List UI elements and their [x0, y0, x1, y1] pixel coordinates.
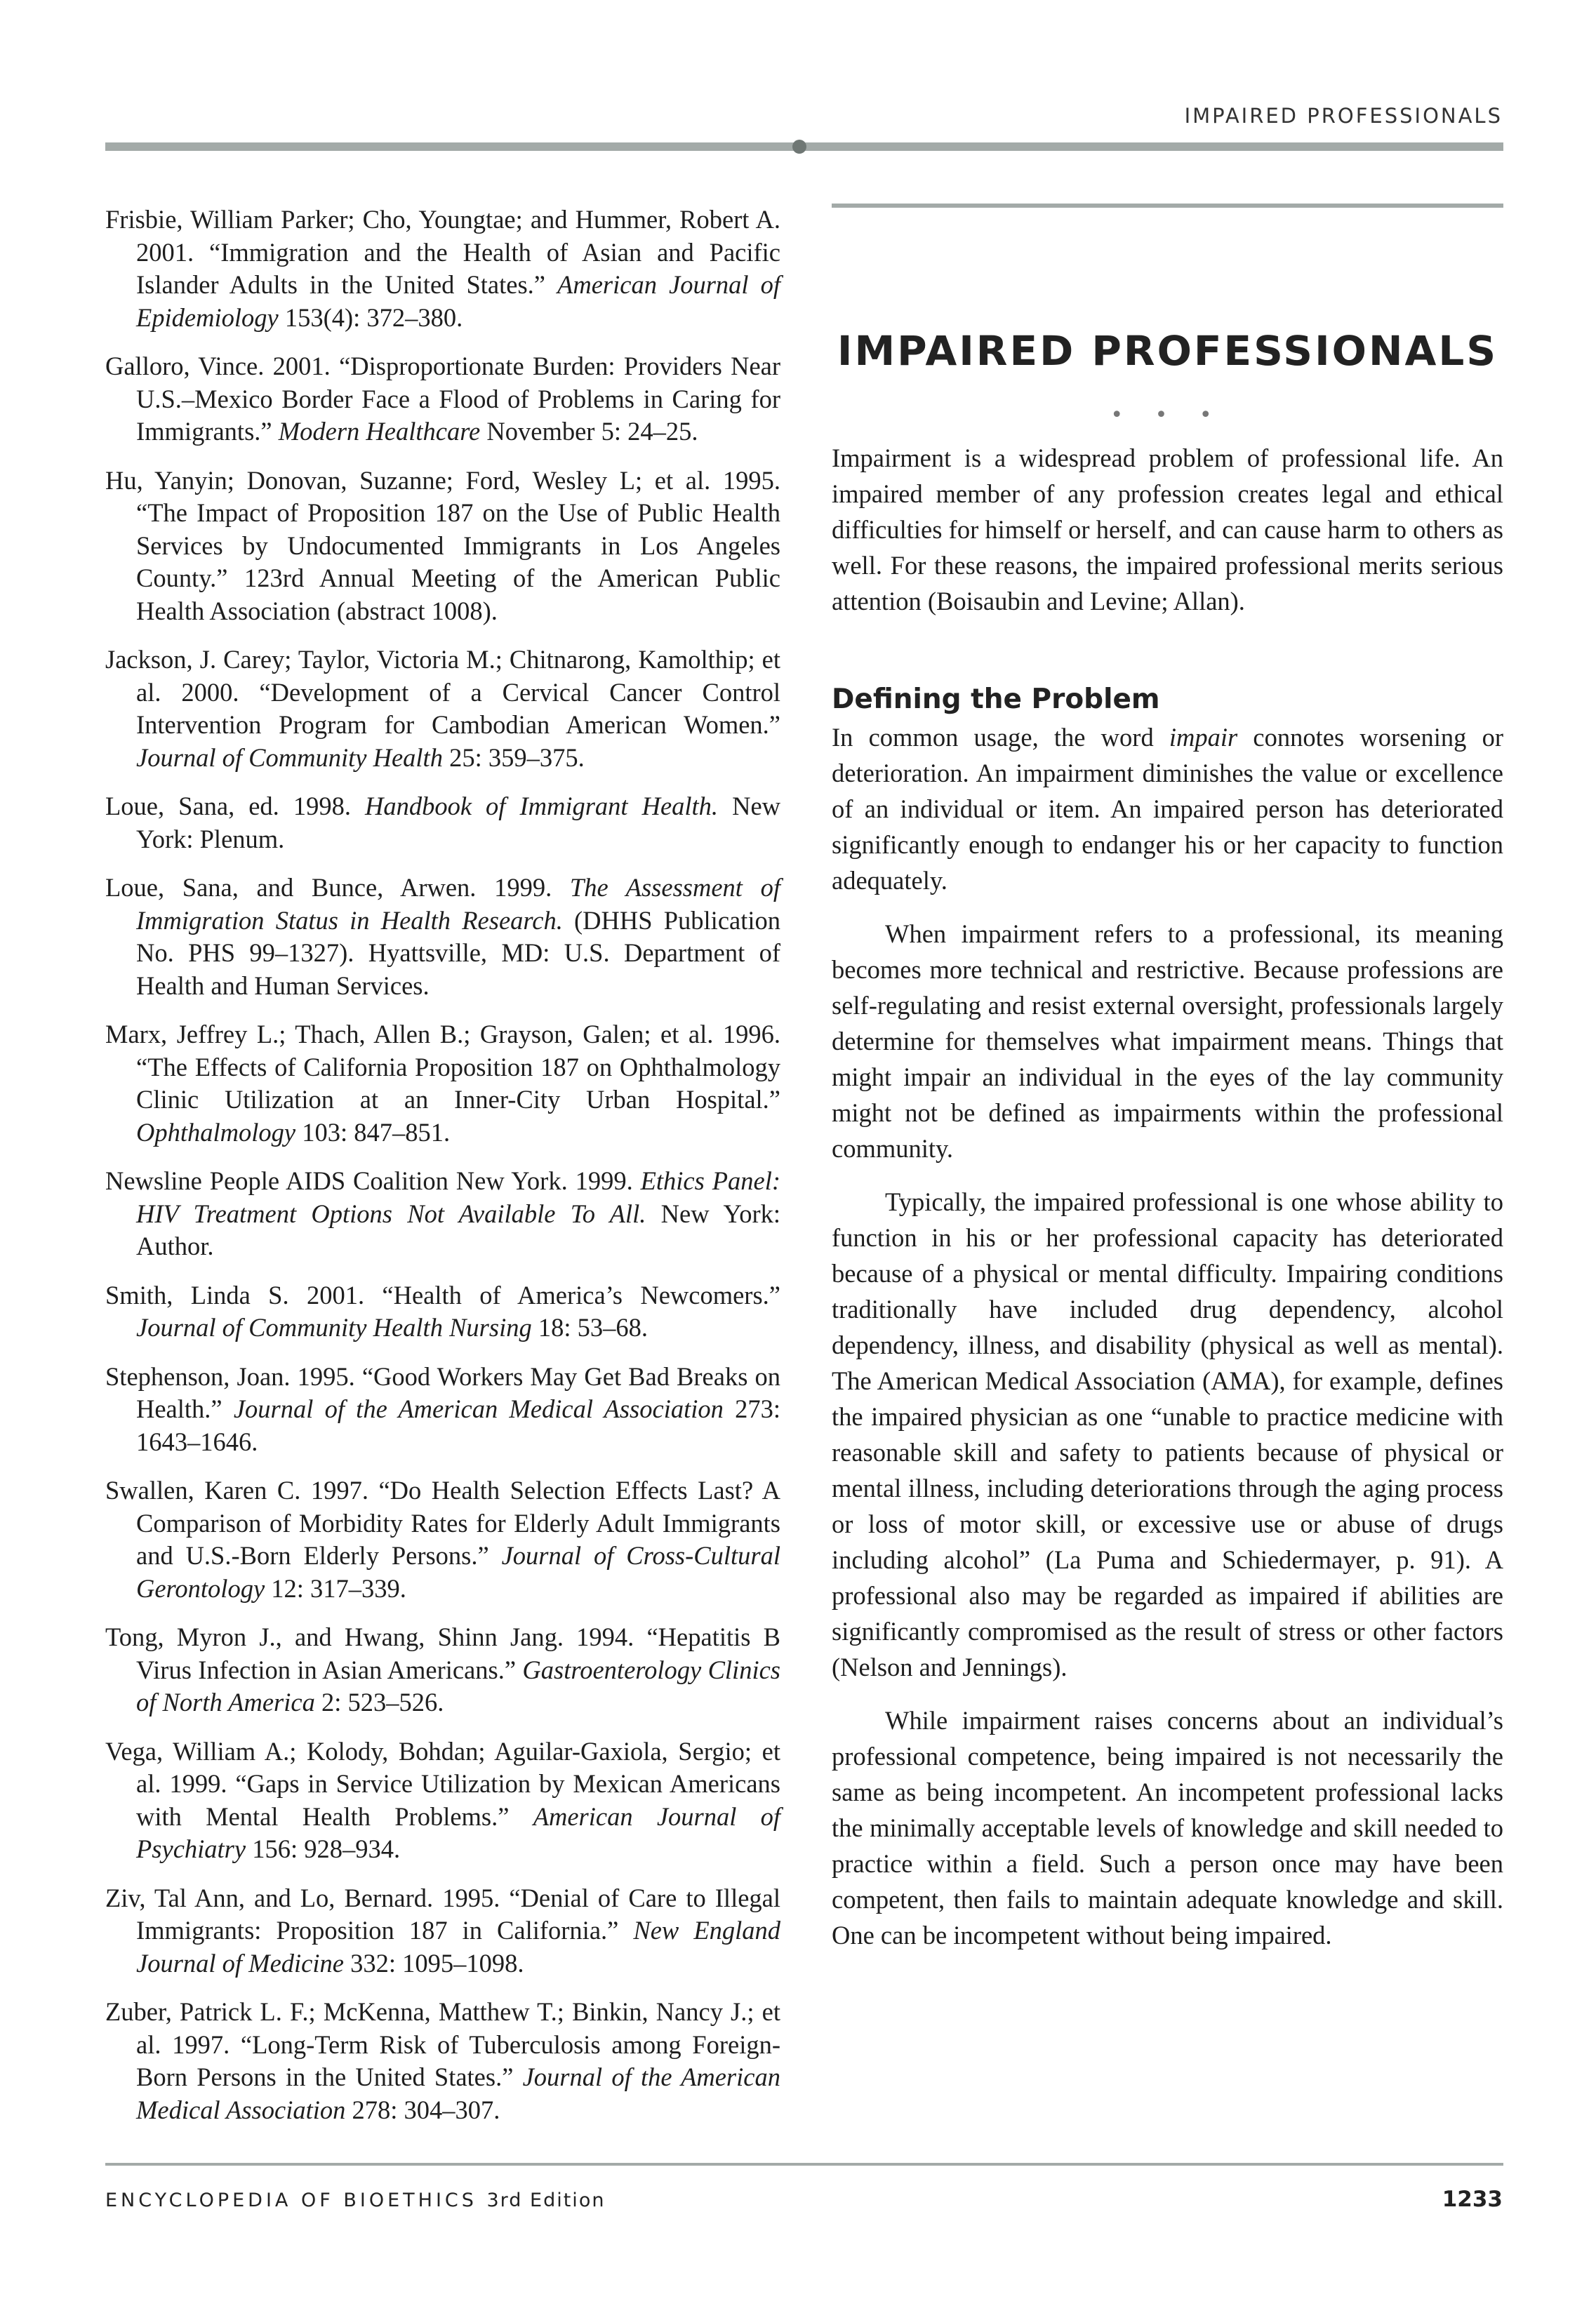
- body-paragraph: [832, 1184, 1503, 1685]
- page-number: 1233: [1442, 2187, 1503, 2212]
- reference-entry: [105, 872, 780, 1002]
- italic-text: Gastroenterology Clinics of North America: [136, 1655, 780, 1717]
- text-run: New York: Author.: [136, 1199, 780, 1260]
- text-run: 103: 847–851.: [295, 1117, 451, 1147]
- section-ornament: • • •: [1110, 403, 1225, 427]
- text-run: 18: 53–68.: [531, 1313, 648, 1342]
- italic-text: Handbook of Immigrant Health.: [364, 792, 719, 820]
- text-run: Newsline People AIDS Coalition New York. 1999.: [105, 1166, 641, 1195]
- italic-text: The Assessment of Immigration Status in Health Research.: [136, 873, 781, 935]
- body-paragraph: [832, 916, 1503, 1166]
- text-run: New York: Plenum.: [136, 792, 780, 853]
- text-run: November 5: 24–25.: [480, 417, 698, 446]
- text-run: 12: 317–339.: [265, 1573, 406, 1603]
- running-head: IMPAIRED PROFESSIONALS: [1184, 104, 1503, 128]
- text-run: Smith, Linda S. 2001. “Health of America’s Newcomers.”: [105, 1280, 780, 1310]
- text-run: Zuber, Patrick L. F.; McKenna, Matthew T.; Binkin, Nancy J.; et al. 1997. “Long-Term Risk of Tuberculosis among Foreign-Born Persons in the United States.”: [105, 1997, 780, 2091]
- italic-text: Journal of Community Health Nursing: [136, 1313, 532, 1342]
- text-run: Galloro, Vince. 2001. “Disproportionate Burden: Providers Near U.S.–Mexico Border Face a Flood of Problems in Caring for Immigrants.”: [105, 352, 780, 446]
- text-run: Frisbie, William Parker; Cho, Youngtae; and Hummer, Robert A. 2001. “Immigration and the Health of Asian and Pacific Islander Adults in the United States.”: [105, 205, 780, 299]
- article-top-rule: [832, 204, 1503, 208]
- article-title: IMPAIRED PROFESSIONALS: [837, 327, 1498, 375]
- intro-paragraph: Impairment is a widespread problem of professional life. An impaired member of any profession creates legal and ethical difficulties for himself or herself, and can cause harm to others as well. For these reasons, the impaired professional merits serious attention (Boisaubin and Levine; Allan).: [832, 444, 1503, 615]
- text-run: 273: 1643–1646.: [136, 1394, 780, 1456]
- footer-rule: [105, 2163, 1503, 2166]
- italic-text: Modern Healthcare: [278, 417, 481, 446]
- text-run: (DHHS Publication No. PHS 99–1327). Hyattsville, MD: U.S. Department of Health and Human Services.: [136, 905, 781, 1000]
- footer-book-title: [105, 2190, 605, 2211]
- text-run: When impairment refers to a professional, its meaning becomes more technical and restrictive. Because professions are self-regulating and resist external oversight, professionals largely determine for themselves what impairment means. Things that might impair an individual in the eyes of the lay community might not be defined as impairments within the professional community.: [832, 919, 1503, 1163]
- italic-text: Journal of the American Medical Association: [136, 2063, 780, 2124]
- text-run: Vega, William A.; Kolody, Bohdan; Aguilar-Gaxiola, Sergio; et al. 1999. “Gaps in Service Utilization by Mexican Americans with Mental Health Problems.”: [105, 1736, 780, 1831]
- body-paragraphs: [832, 719, 1503, 1953]
- reference-entry: [105, 1279, 780, 1345]
- text-run: While impairment raises concerns about an individual’s professional competence, being impaired is not necessarily the same as being incompetent. An incompetent professional lacks the minimally acceptable levels of knowledge and skill needed to practice within a field. Such a person once may have been competent, then fails to maintain adequate knowledge and skill. One can be incompetent without being impaired.: [832, 1706, 1503, 1950]
- reference-entry: [105, 1474, 780, 1605]
- text-run: Typically, the impaired professional is one whose ability to function in his or her professional capacity has deteriorated because of a physical or mental difficulty. Impairing conditions traditionally have included drug dependency, alcohol dependency, illness, and disability (physical as well as mental). The American Medical Association (AMA), for example, defines the impaired physician as one “unable to practice medicine with reasonable skill and safety to patients because of physical or mental illness, including deteriorations through the aging process or loss of motor skill, or excessive use or abuse of drugs including alcohol” (La Puma and Schiedermayer, p. 91). A professional also may be regarded as impaired if abilities are significantly compromised as the result of stress or other factors (Nelson and Jennings).: [832, 1187, 1503, 1681]
- text-run: Marx, Jeffrey L.; Thach, Allen B.; Grayson, Galen; et al. 1996. “The Effects of California Proposition 187 on Ophthalmology Clinic Utilization at an Inner-City Urban Hospital.”: [105, 1020, 780, 1114]
- italic-text: Journal of Community Health: [136, 742, 443, 772]
- italic-text: New England Journal of Medicine: [136, 1916, 781, 1978]
- text-run: Stephenson, Joan. 1995. “Good Workers May Get Bad Breaks on Health.”: [105, 1361, 780, 1423]
- reference-entry: [105, 1361, 780, 1459]
- text-run: Ziv, Tal Ann, and Lo, Bernard. 1995. “Denial of Care to Illegal Immigrants: Proposition 187 in California.”: [105, 1883, 780, 1945]
- text-run: Loue, Sana, ed. 1998.: [105, 792, 365, 820]
- reference-entry: [105, 1882, 780, 1980]
- reference-entry: [105, 790, 780, 855]
- reference-entry: [105, 465, 780, 628]
- italic-text: Journal of the American Medical Association: [233, 1394, 724, 1423]
- article-column: [832, 204, 1503, 1971]
- italic-text: Journal of Cross-Cultural Gerontology: [136, 1541, 780, 1603]
- italic-text: impair: [1169, 723, 1238, 752]
- italic-text: American Journal of Psychiatry: [136, 1801, 780, 1863]
- italic-text: Ophthalmology: [136, 1117, 296, 1147]
- reference-entry: [105, 204, 780, 334]
- references-column: [105, 204, 780, 2143]
- text-run: connotes worsening or deterioration. An impairment diminishes the value or excellence of an individual or item. An impaired person has deteriorated significantly enough to endanger his or her capacity to function adequately.: [832, 723, 1503, 895]
- text-run: 25: 359–375.: [442, 742, 585, 772]
- text-run: Hu, Yanyin; Donovan, Suzanne; Ford, Wesley L; et al. 1995. “The Impact of Proposition 187 on the Use of Public Health Services by Undocumented Immigrants in Los Angeles County.” 123rd Annual Meeting of the American Public Health Association (abstract 1008).: [105, 465, 780, 625]
- italic-text: American Journal of Epidemiology: [136, 270, 780, 332]
- body-paragraph: [832, 1702, 1503, 1953]
- reference-entry: [105, 1621, 780, 1719]
- reference-entry: [105, 1996, 780, 2126]
- text-run: In common usage, the word: [832, 723, 1169, 752]
- italic-text: Ethics Panel: HIV Treatment Options Not Available To All.: [136, 1166, 781, 1228]
- section-heading: Defining the Problem: [832, 684, 1160, 715]
- body-paragraph: [832, 719, 1503, 898]
- reference-entry: [105, 644, 780, 774]
- text-run: 2: 523–526.: [314, 1688, 444, 1717]
- text-run: 278: 304–307.: [345, 2095, 500, 2124]
- text-run: Jackson, J. Carey; Taylor, Victoria M.; Chitnarong, Kamolthip; et al. 2000. “Development of a Cervical Cancer Control Intervention Program for Cambodian American Women.”: [105, 645, 780, 739]
- reference-entry: [105, 1165, 780, 1263]
- text-run: 332: 1095–1098.: [343, 1948, 524, 1978]
- reference-entry: [105, 1018, 780, 1149]
- reference-entry: [105, 350, 780, 448]
- header-rule-dot: [792, 140, 806, 154]
- text-run: 156: 928–934.: [246, 1834, 401, 1863]
- text-run: 153(4): 372–380.: [278, 302, 463, 332]
- text-run: Swallen, Karen C. 1997. “Do Health Selection Effects Last? A Comparison of Morbidity Rates for Elderly Adult Immigrants and U.S.-Born Elderly Persons.”: [105, 1476, 780, 1570]
- footer-edition: 3rd Edition: [486, 2190, 606, 2211]
- footer-title-text: ENCYCLOPEDIA OF BIOETHICS: [105, 2190, 477, 2211]
- text-run: Tong, Myron J., and Hwang, Shinn Jang. 1994. “Hepatitis B Virus Infection in Asian Americans.”: [105, 1622, 780, 1684]
- reference-entry: [105, 1735, 780, 1866]
- text-run: Loue, Sana, and Bunce, Arwen. 1999.: [105, 873, 570, 902]
